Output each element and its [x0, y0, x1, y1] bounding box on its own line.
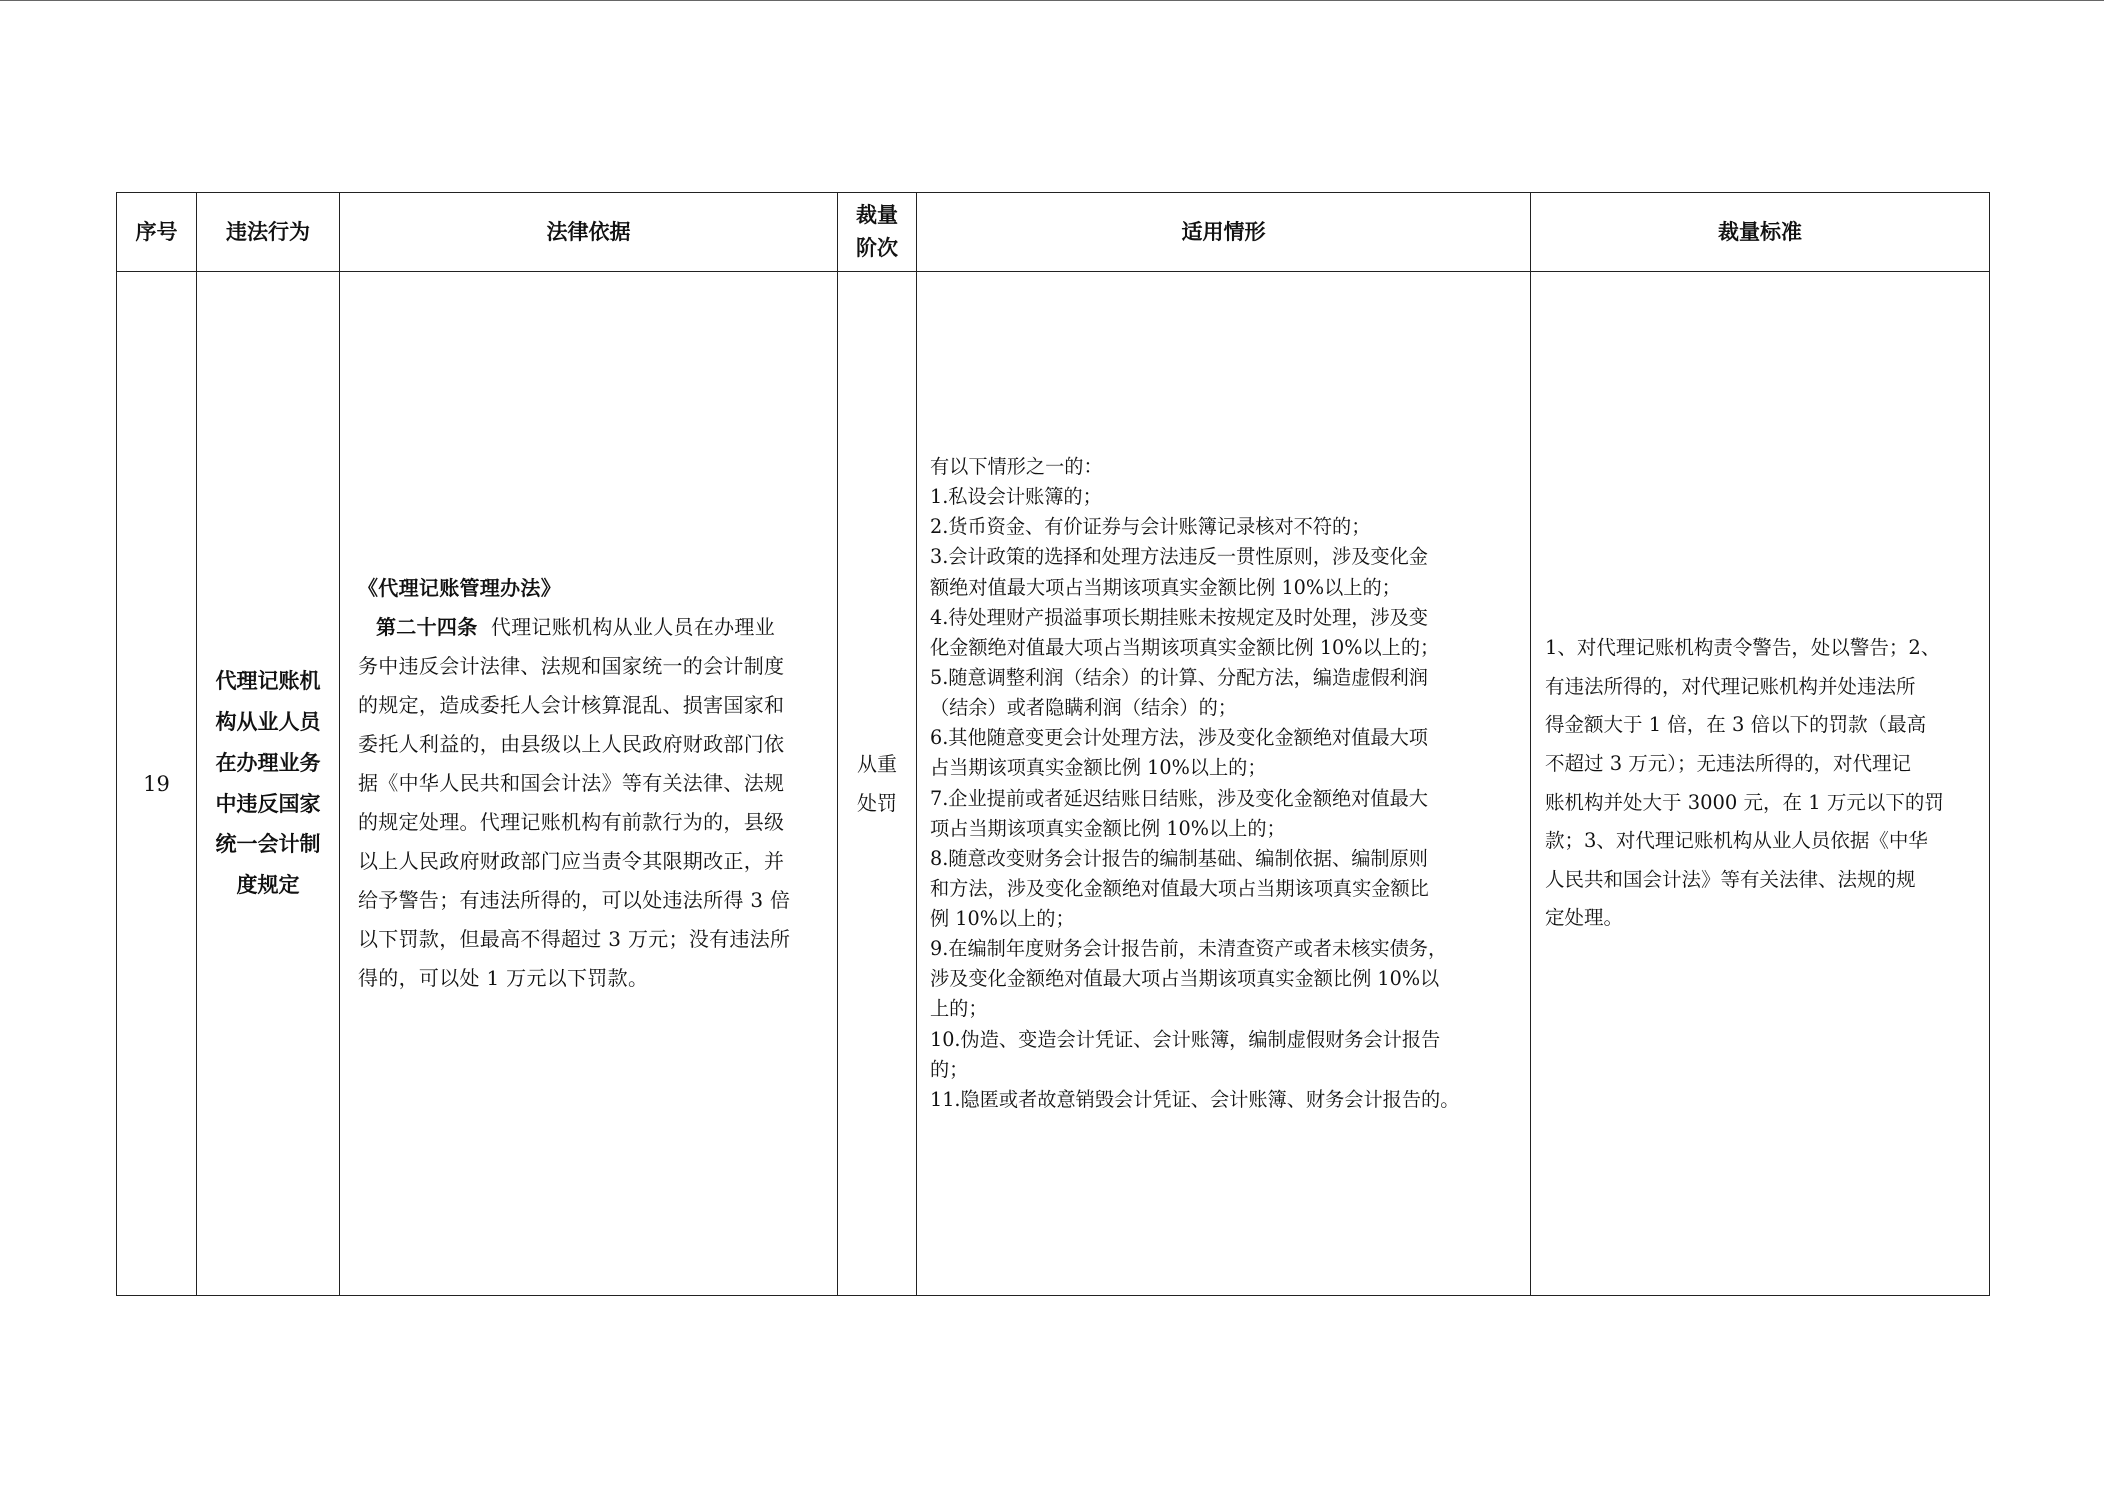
- situation-line: 7.企业提前或者延迟结账日结账，涉及变化金额绝对值最大: [930, 786, 1428, 810]
- row-number: 19: [117, 272, 197, 1296]
- law-line: 的规定，造成委托人会计核算混乱、损害国家和: [358, 693, 785, 717]
- header-level: [838, 193, 917, 272]
- situation-line: 11.隐匿或者故意销毁会计凭证、会计账簿、财务会计报告的。: [930, 1087, 1460, 1111]
- page-top-border: [0, 0, 2104, 1]
- law-title: 《代理记账管理办法》: [358, 576, 561, 600]
- situation-line: 4.待处理财产损溢事项长期挂账未按规定及时处理，涉及变: [930, 605, 1428, 629]
- situation-line: 8.随意改变财务会计报告的编制基础、编制依据、编制原则: [930, 846, 1428, 870]
- situation-line: 5.随意调整利润（结余）的计算、分配方法，编造虚假利润: [930, 665, 1428, 689]
- table-header-row: [117, 193, 1990, 272]
- header-situation: 适用情形: [917, 193, 1531, 272]
- standard-line: 款；3、对代理记账机构从业人员依据《中华: [1545, 829, 1928, 853]
- situation-line: 10.伪造、变造会计凭证、会计账簿，编制虚假财务会计报告: [930, 1027, 1441, 1051]
- violation-line: 代理记账机: [215, 667, 321, 693]
- situation-line: 有以下情形之一的：: [930, 454, 1103, 478]
- law-line: 以上人民政府财政部门应当责令其限期改正，并: [358, 849, 785, 873]
- law-line: 得的，可以处 1 万元以下罚款。: [358, 966, 649, 990]
- discretion-standard-table: [116, 192, 1990, 1296]
- header-level-line-2: 阶次: [856, 236, 898, 260]
- violation-line: 度规定: [236, 872, 300, 898]
- situation-line: 项占当期该项真实金额比例 10%以上的；: [930, 816, 1286, 840]
- law-line: 给予警告；有违法所得的，可以处违法所得 3 倍: [358, 888, 791, 912]
- situation-line: 化金额绝对值最大项占当期该项真实金额比例 10%以上的；: [930, 635, 1440, 659]
- law-line: 以下罚款，但最高不得超过 3 万元；没有违法所: [358, 927, 791, 951]
- situation-line: 2.货币资金、有价证券与会计账簿记录核对不符的；: [930, 515, 1371, 539]
- situation-line: 额绝对值最大项占当期该项真实金额比例 10%以上的；: [930, 575, 1401, 599]
- law-line: 的规定处理。代理记账机构有前款行为的，县级: [358, 810, 785, 834]
- situation-line: 的；: [930, 1057, 969, 1081]
- violation-line: 在办理业务: [215, 749, 321, 775]
- situation-line: 6.其他随意变更会计处理方法，涉及变化金额绝对值最大项: [930, 726, 1428, 750]
- standard-line: 有违法所得的，对代理记账机构并处违法所: [1545, 674, 1916, 698]
- header-standard: 裁量标准: [1531, 193, 1990, 272]
- standard-line: 账机构并处大于 3000 元，在 1 万元以下的罚: [1545, 790, 1944, 814]
- law-line: 委托人利益的，由县级以上人民政府财政部门依: [358, 732, 785, 756]
- standard-line: 人民共和国会计法》等有关法律、法规的规: [1545, 867, 1916, 891]
- law-first-line-text: 代理记账机构从业人员在办理业: [490, 615, 776, 639]
- discretion-standard-cell: [1531, 272, 1990, 1296]
- law-line: 据《中华人民共和国会计法》等有关法律、法规: [358, 771, 785, 795]
- situation-line: 例 10%以上的；: [930, 907, 1075, 931]
- level-line: 从重: [857, 751, 897, 776]
- article-number: 第二十四条: [376, 615, 478, 639]
- header-no: 序号: [117, 193, 197, 272]
- situation-line: 涉及变化金额绝对值最大项占当期该项真实金额比例 10%以: [930, 967, 1440, 991]
- situation-line: 上的；: [930, 997, 988, 1021]
- violation-line: 构从业人员: [215, 708, 321, 734]
- header-law: 法律依据: [340, 193, 838, 272]
- standard-line: 得金额大于 1 倍，在 3 倍以下的罚款（最高: [1545, 713, 1927, 737]
- situation-line: 1.私设会计账簿的；: [930, 485, 1102, 509]
- situation-line: 和方法，涉及变化金额绝对值最大项占当期该项真实金额比: [930, 876, 1429, 900]
- violation-cell: [197, 272, 340, 1296]
- situation-line: 9.在编制年度财务会计报告前，未清查资产或者未核实债务，: [930, 937, 1448, 961]
- legal-basis-cell: [340, 272, 838, 1296]
- header-level-line-1: 裁量: [856, 203, 898, 228]
- applicable-situation-cell: [917, 272, 1531, 1296]
- violation-line: 统一会计制: [215, 831, 321, 857]
- law-first-line: [358, 608, 823, 647]
- header-act: 违法行为: [197, 193, 340, 272]
- law-line: 务中违反会计法律、法规和国家统一的会计制度: [358, 654, 785, 678]
- standard-line: 不超过 3 万元）；无违法所得的，对代理记: [1545, 751, 1912, 775]
- table-row: [117, 272, 1990, 1296]
- violation-line: 中违反国家: [215, 790, 321, 816]
- level-line: 处罚: [857, 790, 897, 815]
- standard-line: 1、对代理记账机构责令警告，处以警告；2、: [1545, 636, 1941, 660]
- situation-line: 占当期该项真实金额比例 10%以上的；: [930, 756, 1267, 780]
- discretion-level-cell: [838, 272, 917, 1296]
- standard-line: 定处理。: [1545, 906, 1624, 930]
- situation-line: （结余）或者隐瞒利润（结余）的；: [930, 696, 1237, 720]
- situation-line: 3.会计政策的选择和处理方法违反一贯性原则，涉及变化金: [930, 545, 1428, 569]
